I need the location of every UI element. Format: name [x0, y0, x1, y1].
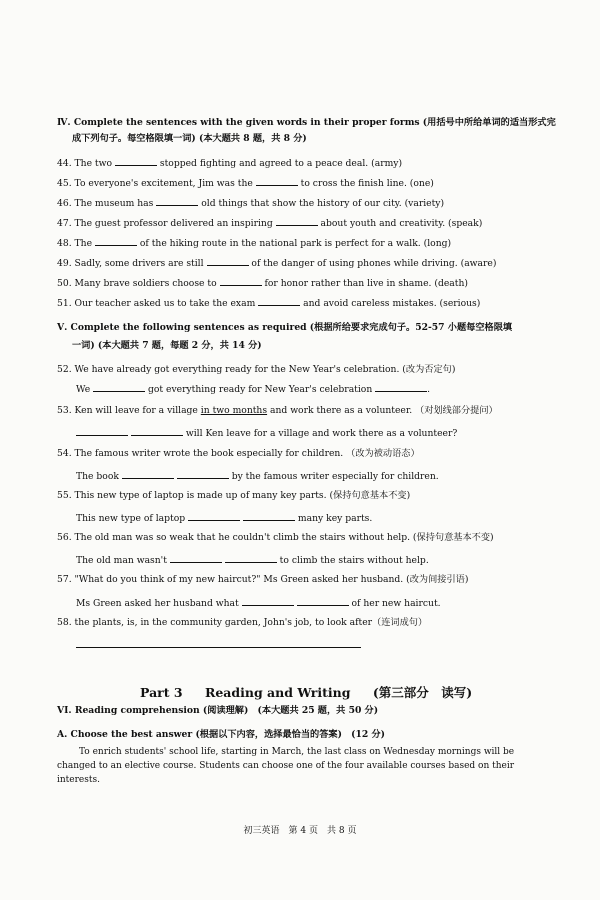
- question-50: 50. Many brave soldiers choose to for honor rather than live in shame. (death): [57, 278, 468, 289]
- question-58-answer-line[interactable]: [76, 647, 361, 648]
- question-58-prompt: 58. the plants, is, in the community garden, John's job, to look after（连词成句）: [57, 617, 428, 628]
- answer-blank[interactable]: [93, 382, 145, 392]
- answer-blank[interactable]: [297, 596, 349, 606]
- question-51: 51. Our teacher asked us to take the exam and avoid careless mistakes. (serious): [57, 298, 481, 309]
- section6-heading: VI. Reading comprehension (阅读理解) (本大题共 25 题，共 50 分): [57, 705, 379, 716]
- answer-blank[interactable]: [115, 156, 157, 166]
- question-53-answer: will Ken leave for a village and work there as a volunteer?: [76, 426, 457, 440]
- question-55-prompt: 55. This new type of laptop is made up of many key parts. (保持句意基本不变): [57, 490, 411, 501]
- question-49: 49. Sadly, some drivers are still of the danger of using phones while driving. (aware): [57, 258, 497, 269]
- answer-blank[interactable]: [76, 426, 128, 436]
- question-46: 46. The museum has old things that show the history of our city. (variety): [57, 198, 445, 209]
- question-52-prompt: 52. We have already got everything ready for the New Year's celebration. (改为否定句): [57, 364, 456, 375]
- answer-blank[interactable]: [256, 176, 298, 186]
- question-54-prompt: 54. The famous writer wrote the book especially for children. （改为被动语态）: [57, 448, 420, 459]
- answer-blank[interactable]: [156, 196, 198, 206]
- question-55-answer: This new type of laptop many key parts.: [76, 513, 373, 524]
- section4-heading-line2: 成下列句子。每空格限填一词) (本大题共 8 题，共 8 分): [72, 133, 307, 144]
- section5-heading-line2: 一词) (本大题共 7 题，每题 2 分，共 14 分): [72, 340, 262, 351]
- question-57-answer: Ms Green asked her husband what of her new haircut.: [76, 598, 441, 609]
- answer-blank[interactable]: [258, 296, 300, 306]
- answer-blank[interactable]: [243, 511, 295, 521]
- question-45: 45. To everyone's excitement, Jim was the to cross the finish line. (one): [57, 178, 434, 189]
- question-56-answer: The old man wasn't to climb the stairs without help.: [76, 555, 429, 566]
- section5-heading-line1: Ⅴ. Complete the following sentences as required (根据所给要求完成句子。52-57 小题每空格限填: [57, 322, 513, 333]
- answer-blank[interactable]: [95, 236, 137, 246]
- answer-blank[interactable]: [220, 276, 262, 286]
- section4-heading-line1: Ⅳ. Complete the sentences with the given words in their proper forms (用括号中所给单词的适当形式完: [57, 117, 556, 128]
- answer-blank[interactable]: [170, 553, 222, 563]
- question-44: 44. The two stopped fighting and agreed to a peace deal. (army): [57, 158, 403, 169]
- reading-passage: To enrich students' school life, starting in March, the last class on Wednesday mornings will be changed to an elective course. Students can choose one of the four available courses based on their interests.: [57, 747, 515, 785]
- answer-blank[interactable]: [177, 469, 229, 479]
- answer-blank[interactable]: [225, 553, 277, 563]
- page-footer: 初三英语 第 4 页 共 8 页: [243, 826, 357, 836]
- question-48: 48. The of the hiking route in the national park is perfect for a walk. (long): [57, 238, 452, 249]
- answer-blank[interactable]: [131, 426, 183, 436]
- question-47: 47. The guest professor delivered an inspiring about youth and creativity. (speak): [57, 218, 483, 229]
- question-56-prompt: 56. The old man was so weak that he couldn't climb the stairs without help. (保持句意基本不变): [57, 532, 494, 543]
- question-54-answer: The book by the famous writer especially for children.: [76, 471, 439, 482]
- part3-title: Part 3 Reading and Writing (第三部分 读写): [140, 685, 473, 700]
- question-57-prompt: 57. "What do you think of my new haircut?" Ms Green asked her husband. (改为间接引语): [57, 574, 469, 585]
- answer-blank[interactable]: [122, 469, 174, 479]
- answer-blank[interactable]: [188, 511, 240, 521]
- answer-blank[interactable]: [375, 382, 427, 392]
- answer-blank[interactable]: [207, 256, 249, 266]
- answer-blank[interactable]: [242, 596, 294, 606]
- section6-subheading: A. Choose the best answer (根据以下内容，选择最恰当的答案) (12 分): [57, 729, 385, 740]
- question-53-prompt: 53. Ken will leave for a village in two months and work there as a volunteer. （对划线部分提问）: [57, 405, 498, 416]
- answer-blank[interactable]: [276, 216, 318, 226]
- question-52-answer: We got everything ready for New Year's celebration .: [76, 384, 431, 395]
